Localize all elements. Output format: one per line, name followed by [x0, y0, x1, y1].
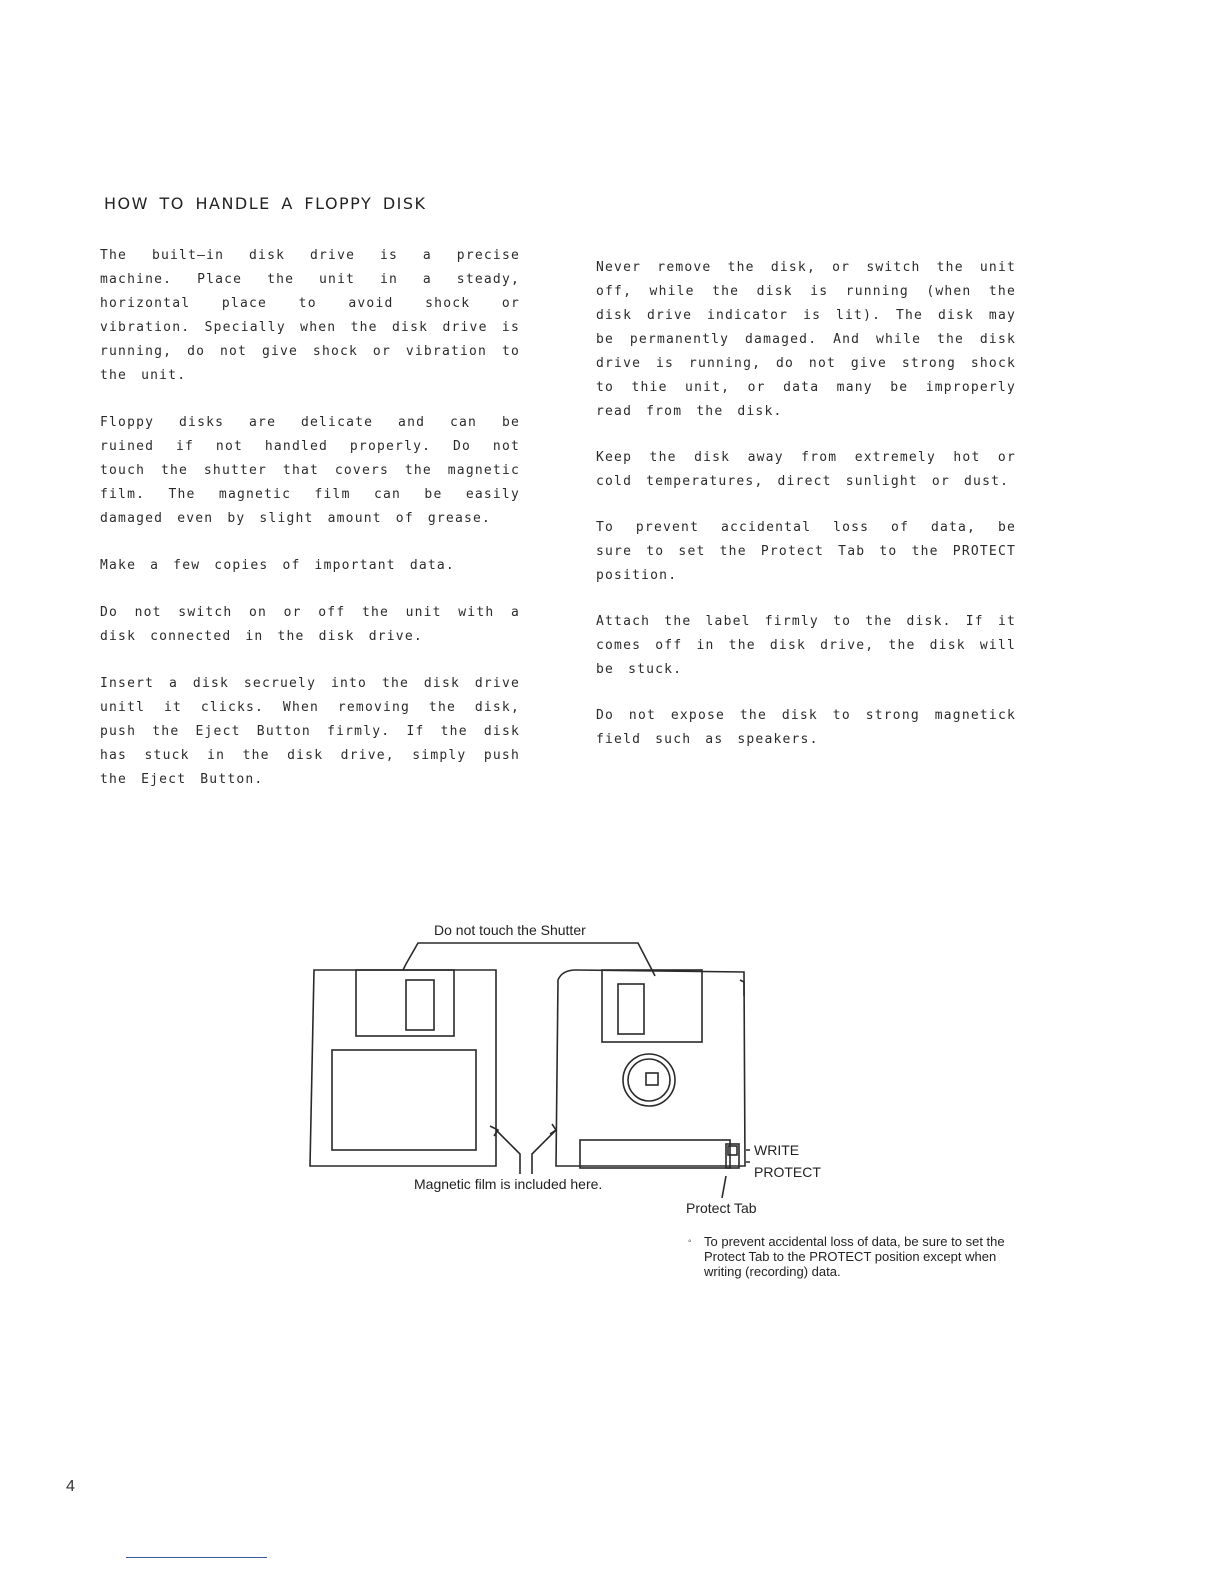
paragraph-never-remove: Never remove the disk, or switch the unit off, while the disk is running (when the disk drive indicator is lit). The disk may be permanently damaged. And while the disk drive is running, do not give strong shock to thie unit, or data many be improperly read from the disk.	[596, 260, 1016, 419]
hub-ring	[623, 1054, 675, 1106]
paragraph-insert-eject: Insert a disk secruely into the disk drive unitl it clicks. When removing the disk, push the Eject Button firmly. If the disk has stuck in the disk drive, simply push the Eject Button.	[100, 676, 520, 787]
paragraph-switch-power: Do not switch on or off the unit with a disk connected in the disk drive.	[100, 605, 520, 644]
protect-note	[688, 1234, 1028, 1279]
shutter-bracket	[406, 943, 652, 970]
shutter-caption: Do not touch the Shutter	[434, 922, 586, 938]
footer-rule	[126, 1557, 267, 1558]
film-arrow-right	[532, 1130, 556, 1174]
note-bullet: ◦	[688, 1236, 692, 1247]
label-area-front	[580, 1140, 730, 1168]
shutter-back	[356, 970, 454, 1036]
protect-caption: PROTECT	[754, 1164, 821, 1180]
page-title: HOW TO HANDLE A FLOPPY DISK	[104, 194, 427, 213]
protect-tab-pointer	[722, 1176, 726, 1198]
shutter-front	[602, 970, 702, 1042]
label-area-back	[332, 1050, 476, 1150]
paragraph-protect-tab: To prevent accidental loss of data, be sure to set the Protect Tab to the PROTECT position.	[596, 520, 1016, 583]
write-caption: WRITE	[754, 1142, 800, 1158]
left-column	[100, 244, 520, 815]
page-number: 4	[66, 1478, 75, 1495]
film-arrow-left	[496, 1130, 520, 1174]
floppy-disk-back	[310, 970, 496, 1166]
floppy-disk-front	[556, 970, 745, 1168]
paragraph-temperatures: Keep the disk away from extremely hot or cold temperatures, direct sunlight or dust.	[596, 450, 1016, 489]
paragraph-magnetic-field: Do not expose the disk to strong magnetick field such as speakers.	[596, 708, 1016, 747]
paragraph-label: Attach the label firmly to the disk. If it comes off in the disk drive, the disk will be stuck.	[596, 614, 1016, 677]
note-text: To prevent accidental loss of data, be sure to set the Protect Tab to the PROTECT position except when writing (recording) data.	[704, 1234, 1005, 1279]
paragraph-copies: Make a few copies of important data.	[100, 558, 455, 573]
paragraph-delicate-disks: Floppy disks are delicate and can be ruined if not handled properly. Do not touch the shutter that covers the magnetic film. The magnetic film can be easily damaged even by slight amount of grease.	[100, 415, 520, 526]
film-caption: Magnetic film is included here.	[414, 1176, 603, 1192]
floppy-disk-figure	[300, 918, 860, 1228]
right-column	[596, 256, 1016, 774]
protect-tab-caption: Protect Tab	[686, 1200, 757, 1216]
paragraph-precise-machine: The built—in disk drive is a precise machine. Place the unit in a steady, horizontal place to avoid shock or vibration. Specially when the disk drive is running, do not give shock or vibration to the unit.	[100, 248, 520, 383]
